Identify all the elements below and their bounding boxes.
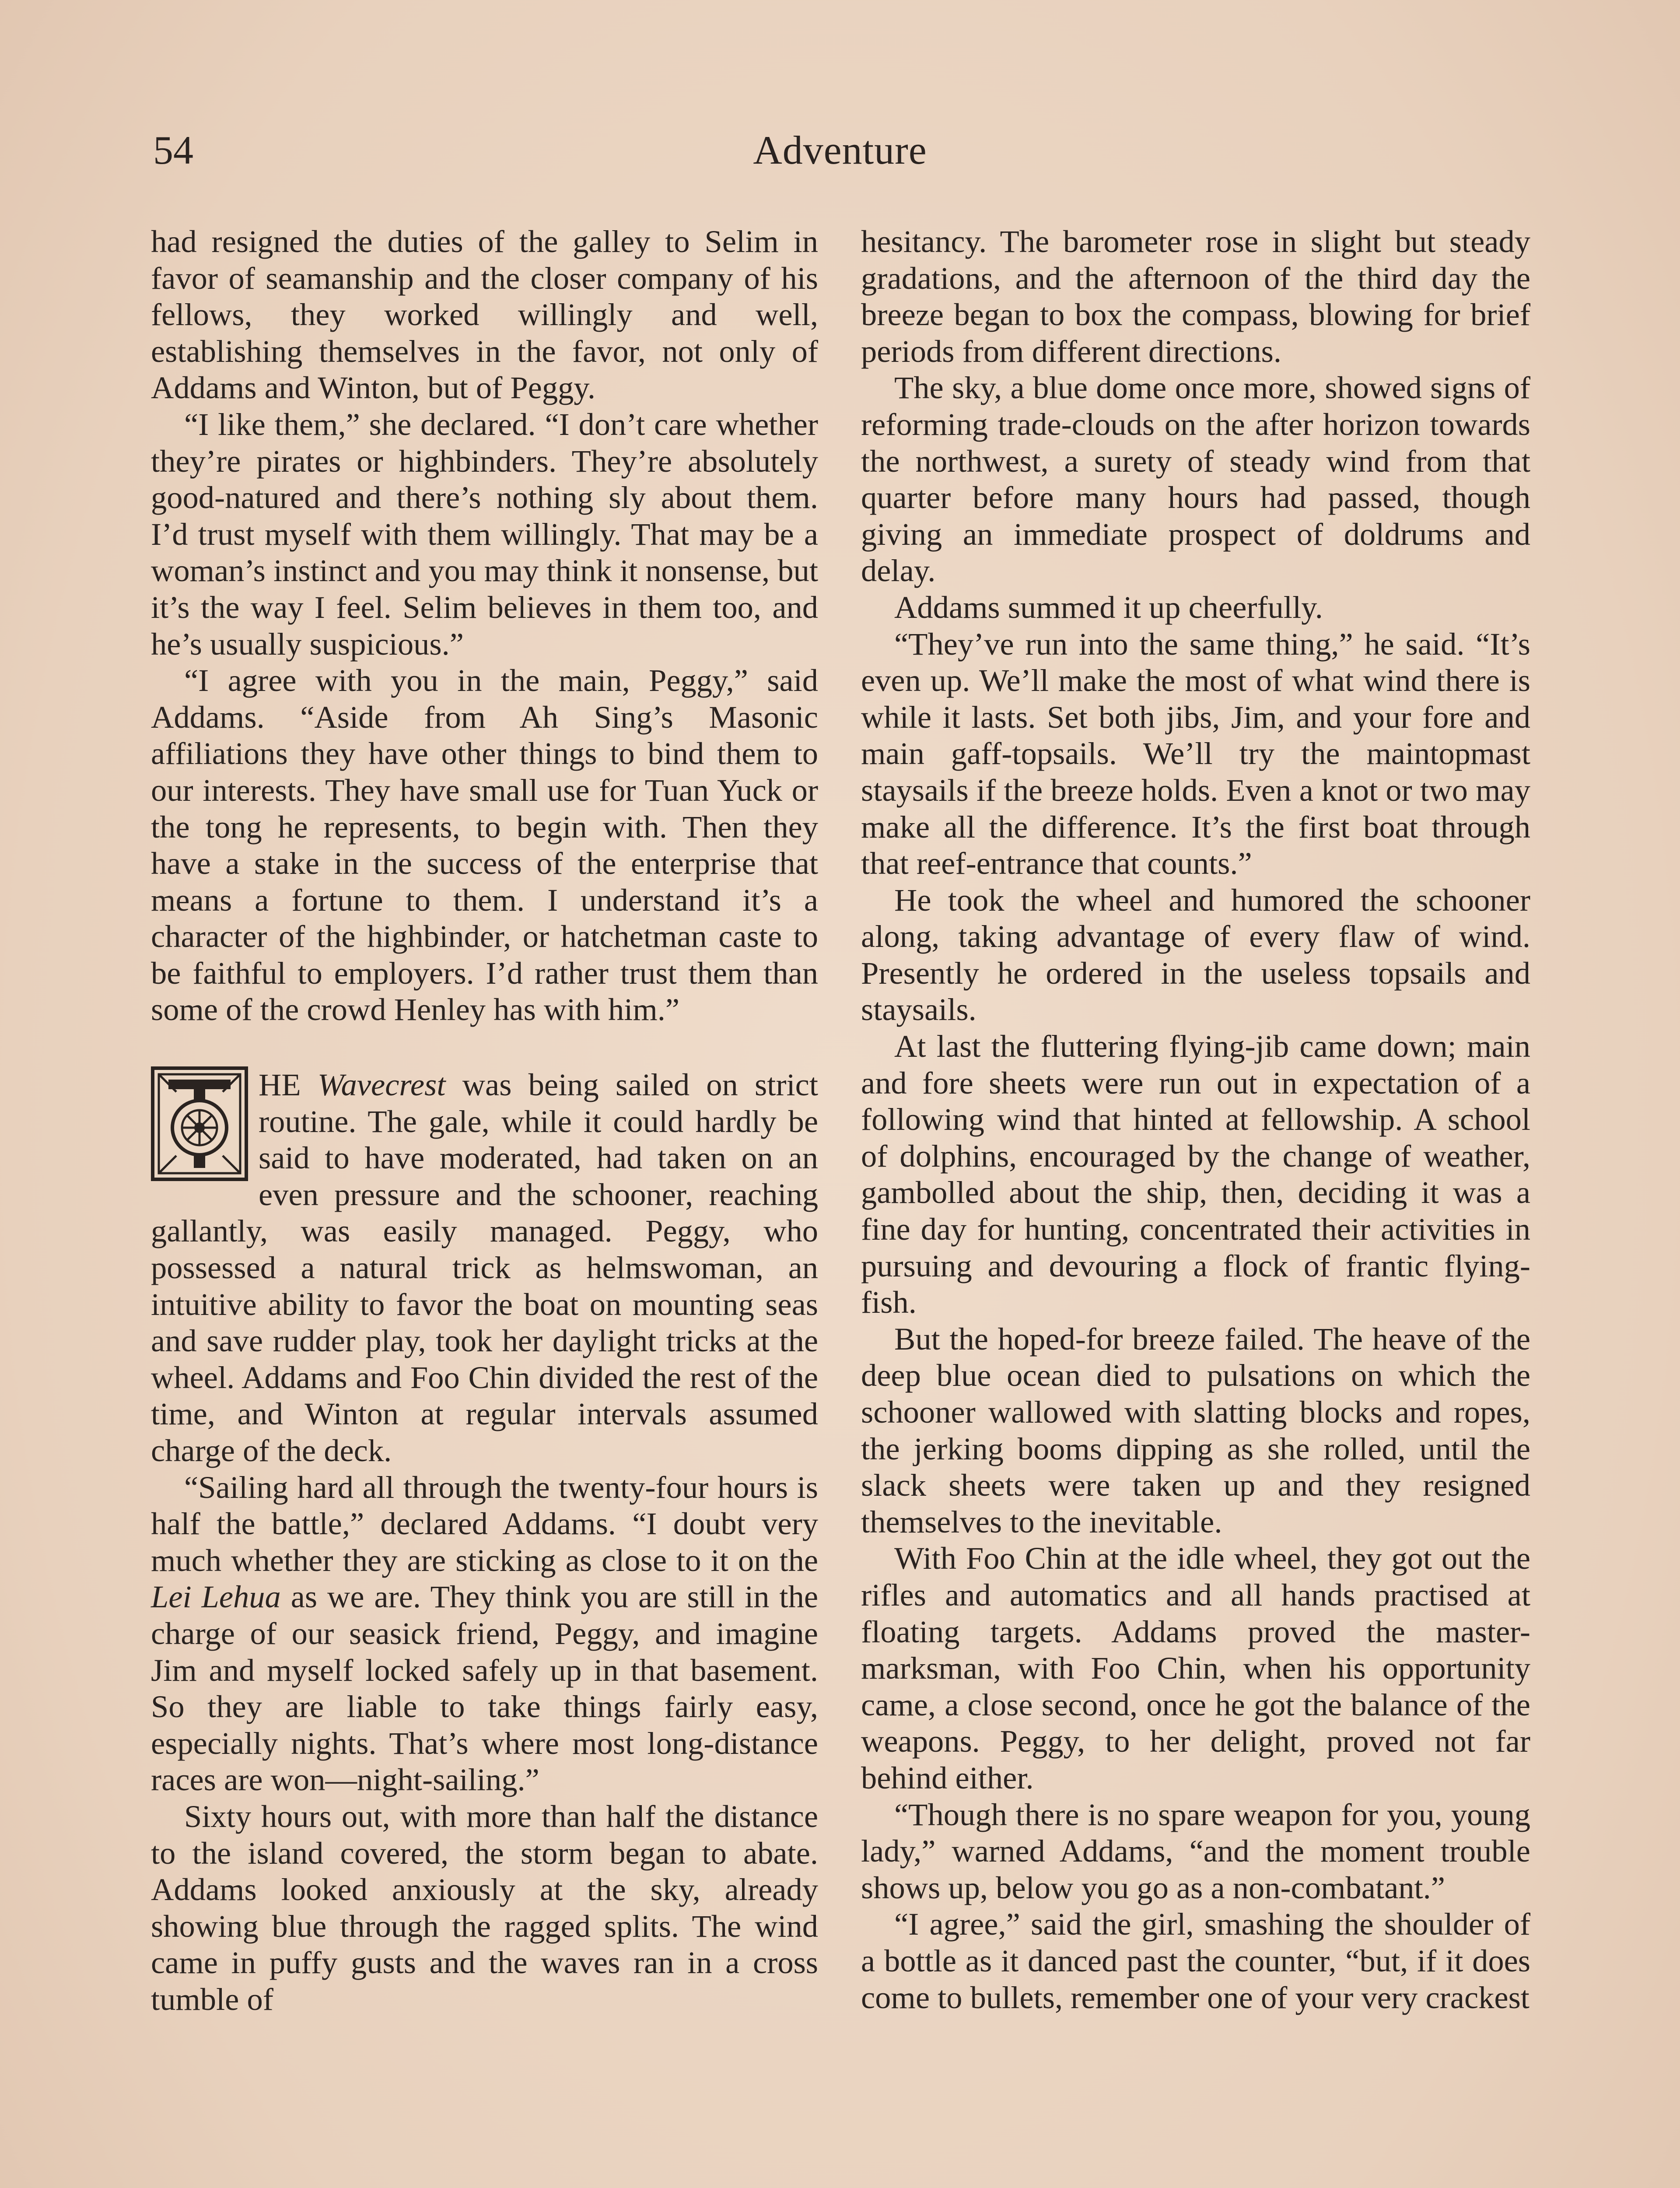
sailing-paragraph (151, 1469, 818, 1798)
paragraph: “I agree,” said the girl, smashing the shoulder of a bottle as it danced past the counter, “but, if it does come to bullets, remember one of your very crackest (861, 1906, 1530, 2015)
paragraph: “Though there is no spare weapon for you, young lady,” warned Addams, “and the moment trouble shows up, below you go as a non-combatant.” (861, 1796, 1530, 1905)
paragraph: had resigned the duties of the galley to Selim in favor of seamanship and the closer company of his fellows, they worked willingly and well, establishing themselves in the favor, not only of Addams and Winton, but of Peggy. (151, 224, 818, 406)
paragraph: But the hoped-for breeze failed. The heave of the deep blue ocean died to pulsations on which the schooner wallowed with slatting blocks and ropes, the jerking booms dipping as she rolled, until the slack sheets were taken up and they resigned themselves to the inevitable. (861, 1321, 1530, 1539)
page-header (149, 127, 1531, 193)
section-opening-lead: HE (259, 1067, 318, 1103)
paragraph: “I agree with you in the main, Peggy,” said Addams. “Aside from Ah Sing’s Masonic affiliations they have other things to bind them to our interests. They have small use for Tuan Yuck or the tong he represents, to begin with. Then they have a stake in the success of the enterprise that means a fortune to them. I understand it’s a character of the highbinder, or hatchetman caste to be faithful to employers. I’d rather trust them than some of the crowd Henley has with him.” (151, 663, 818, 1027)
paragraph: “They’ve run into the same thing,” he said. “It’s even up. We’ll make the most of what wind there is while it lasts. Set both jibs, Jim, and your fore and main gaff-topsails. We’ll try the maintopmast staysails if the breeze holds. Even a knot or two may make all the difference. It’s the first boat through that reef-entrance that counts.” (861, 626, 1530, 881)
magazine-title: Adventure (753, 128, 927, 172)
paragraph: With Foo Chin at the idle wheel, they got out the rifles and automatics and all hands practised at floating targets. Addams proved the master-marksman, with Foo Chin, when his opportunity came, a close second, once he got the balance of the weapons. Peggy, to her delight, proved not far behind either. (861, 1540, 1530, 1795)
sailing-text-before: “Sailing hard all through the twenty-four hours is half the battle,” declared Addams. “I doubt very much whether they are sticking as close to it on the (151, 1469, 818, 1578)
ship-name: Wavecrest (317, 1067, 446, 1103)
paragraph: Sixty hours out, with more than half the distance to the island covered, the storm began to abate. Addams looked anxiously at the sky, already showing blue through the ragged splits. The wind came in puffy gusts and the waves ran in a cross tumble of (151, 1798, 818, 2017)
paragraph: At last the fluttering flying-jib came down; main and fore sheets were run out in expectation of a following wind that hinted at fellowship. A school of dolphins, encouraged by the change of weather, gambolled about the ship, then, deciding it was a fine day for hunting, concentrated their activities in pursuing and devouring a flock of frantic flying-fish. (861, 1028, 1530, 1320)
page-number: 54 (153, 128, 193, 172)
ornamental-initial-t-icon (151, 1066, 248, 1181)
paragraph: hesitancy. The barometer rose in slight but steady gradations, and the afternoon of the third day the breeze began to box the compass, blowing for brief periods from different directions. (861, 224, 1530, 369)
left-column (151, 223, 818, 2018)
section-opening-paragraph (151, 1066, 818, 1469)
paragraph: The sky, a blue dome once more, showed signs of reforming trade-clouds on the after horizon towards the northwest, a surety of steady wind from that quarter before many hours had passed, though giving an immediate prospect of doldrums and delay. (861, 370, 1530, 589)
ship-name: Lei Lehua (151, 1579, 281, 1615)
paragraph: Addams summed it up cheerfully. (894, 589, 1323, 625)
right-column (861, 223, 1530, 2016)
section-opening-text: was being sailed on strict routine. The gale, while it could hardly be said to have moderated, had taken on an even pressure and the schooner, reaching gallantly, was easily managed. Peggy, who possessed a natural trick as helmswoman, an intuitive ability to favor the boat on mounting seas and save rudder play, took her daylight tricks at the wheel. Addams and Foo Chin divided the rest of the time, and Winton at regular intervals assumed charge of the deck. (151, 1067, 818, 1468)
paragraph: He took the wheel and humored the schooner along, taking advantage of every flaw of wind. Presently he ordered in the useless topsails and staysails. (861, 882, 1530, 1027)
section-break (151, 1028, 818, 1066)
paragraph: “I like them,” she declared. “I don’t care whether they’re pirates or highbinders. They’re absolutely good-natured and there’s nothing sly about them. I’d trust myself with them willingly. That may be a woman’s instinct and you may think it nonsense, but it’s the way I feel. Selim believes in them too, and he’s usually suspicious.” (151, 406, 818, 662)
sailing-text-after: as we are. They think you are still in the charge of our seasick friend, Peggy, and imagine Jim and myself locked safely up in that basement. So they are liable to take things fairly easy, especially nights. That’s where most long-distance races are won—night-sailing.” (151, 1579, 818, 1798)
